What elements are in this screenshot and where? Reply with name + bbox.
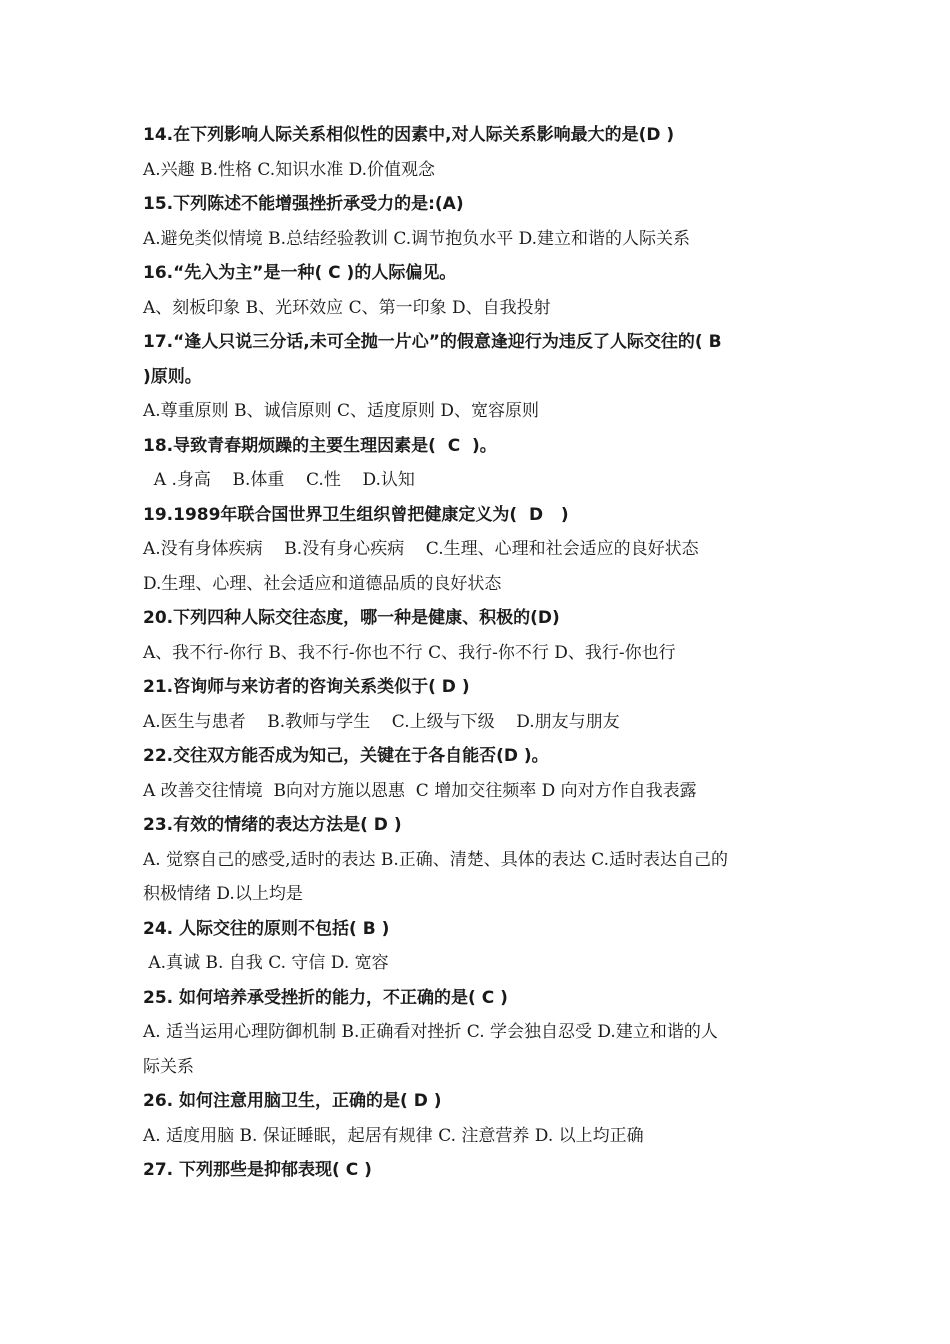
document-page bbox=[143, 118, 823, 1188]
options-22: A 改善交往情境 B向对方施以恩惠 C 增加交往频率 D 向对方作自我表露 bbox=[143, 780, 697, 801]
question-17-continued: )原则。 bbox=[143, 366, 202, 387]
question-15: 15.下列陈述不能增强挫折承受力的是:(A) bbox=[143, 194, 464, 214]
options-25-continued: 际关系 bbox=[143, 1056, 194, 1077]
question-16: 16.“先入为主”是一种( C )的人际偏见。 bbox=[143, 263, 457, 283]
options-24: A.真诚 B. 自我 C. 守信 D. 宽容 bbox=[143, 953, 389, 973]
question-24: 24. 人际交往的原则不包括( B ) bbox=[143, 918, 390, 939]
options-19: A.没有身体疾病 B.没有身心疾病 C.生理、心理和社会适应的良好状态 bbox=[143, 539, 699, 559]
options-26: A. 适度用脑 B. 保证睡眠，起居有规律 C. 注意营养 D. 以上均正确 bbox=[143, 1125, 644, 1146]
question-23: 23.有效的情绪的表达方法是( D ) bbox=[143, 815, 402, 835]
options-23: A. 觉察自己的感受,适时的表达 B.正确、清楚、具体的表达 C.适时表达自己的 bbox=[143, 849, 728, 870]
question-26: 26. 如何注意用脑卫生，正确的是( D ) bbox=[143, 1091, 442, 1111]
options-25: A. 适当运用心理防御机制 B.正确看对挫折 C. 学会独自忍受 D.建立和谐的人 bbox=[143, 1022, 718, 1042]
options-16: A、刻板印象 B、光环效应 C、第一印象 D、自我投射 bbox=[143, 297, 551, 318]
options-20: A、我不行-你行 B、我不行-你也不行 C、我行-你不行 D、我行-你也行 bbox=[143, 642, 676, 663]
options-18: A .身高 B.体重 C.性 D.认知 bbox=[143, 470, 415, 490]
options-23-continued: 积极情绪 D.以上均是 bbox=[143, 884, 303, 904]
options-15: A.避免类似情境 B.总结经验教训 C.调节抱负水平 D.建立和谐的人际关系 bbox=[143, 228, 691, 249]
question-20: 20.下列四种人际交往态度，哪一种是健康、积极的(D) bbox=[143, 608, 560, 628]
question-17: 17.“逢人只说三分话,未可全抛一片心”的假意逢迎行为违反了人际交往的( B bbox=[143, 332, 722, 352]
options-17: A.尊重原则 B、诚信原则 C、适度原则 D、宽容原则 bbox=[143, 401, 540, 421]
options-21: A.医生与患者 B.教师与学生 C.上级与下级 D.朋友与朋友 bbox=[143, 711, 620, 732]
question-21: 21.咨询师与来访者的咨询关系类似于( D ) bbox=[143, 677, 470, 697]
question-27: 27. 下列那些是抑郁表现( C ) bbox=[143, 1160, 372, 1180]
options-14: A.兴趣 B.性格 C.知识水准 D.价值观念 bbox=[143, 159, 436, 180]
question-14: 14.在下列影响人际关系相似性的因素中,对人际关系影响最大的是(D ) bbox=[143, 125, 675, 145]
question-19: 19.1989年联合国世界卫生组织曾把健康定义为( D ) bbox=[143, 504, 569, 525]
question-18: 18.导致青春期烦躁的主要生理因素是( C )。 bbox=[143, 435, 497, 456]
options-19-continued: D.生理、心理、社会适应和道德品质的良好状态 bbox=[143, 573, 502, 594]
question-22: 22.交往双方能否成为知己，关键在于各自能否(D )。 bbox=[143, 746, 549, 766]
question-25: 25. 如何培养承受挫折的能力，不正确的是( C ) bbox=[143, 987, 508, 1008]
